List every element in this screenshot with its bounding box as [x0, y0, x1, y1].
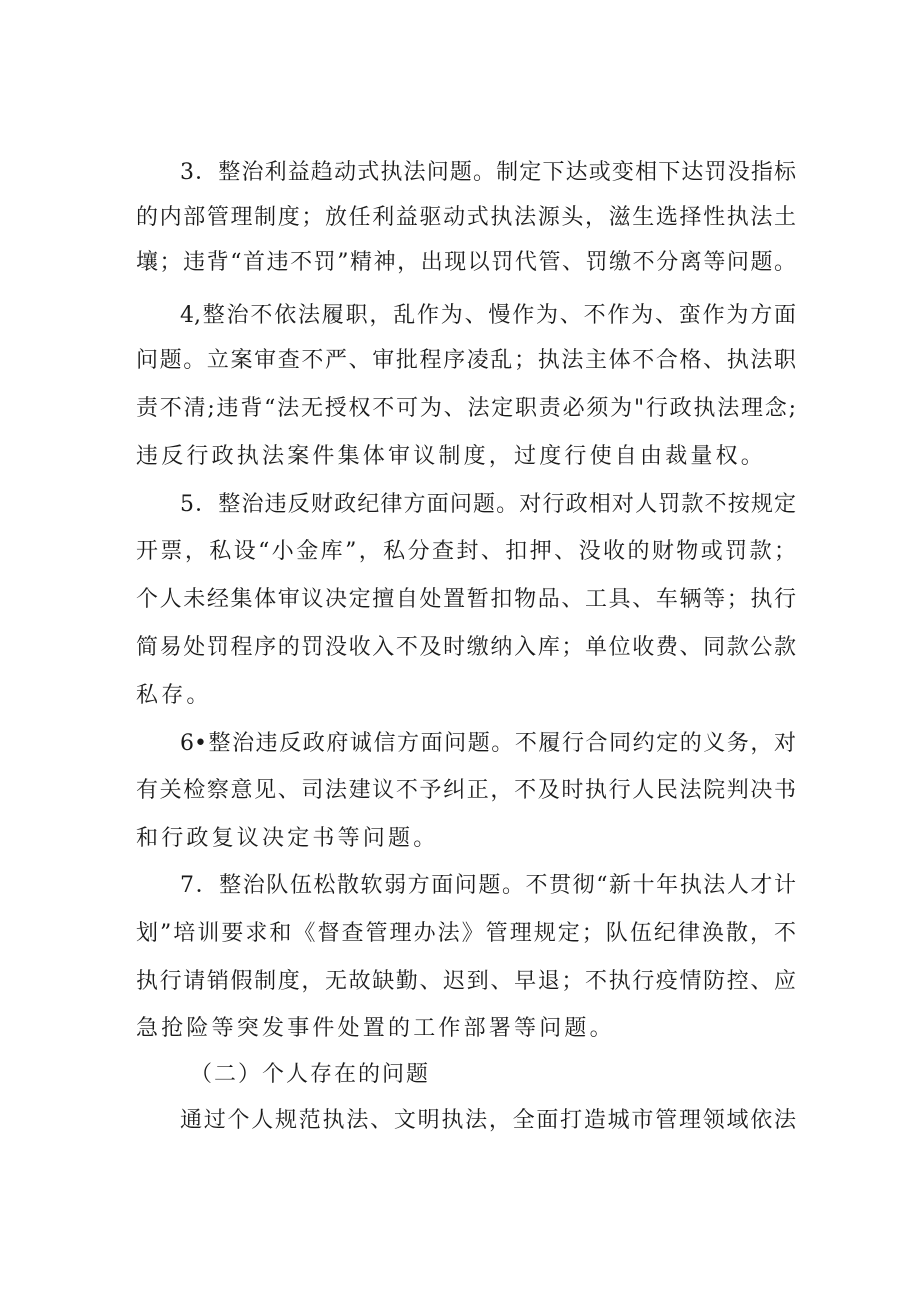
text-line: 6•整治违反政府诚信方面问题。不履行合同约定的义务，对: [180, 731, 796, 756]
text-line: 7．整治队伍松散软弱方面问题。不贯彻“新十年执法人才计: [180, 873, 796, 898]
text-line: 划”培训要求和《督查管理办法》管理规定；队伍纪律涣散，不: [136, 921, 796, 946]
text-line: 有关检察意见、司法建议不予纠正，不及时执行人民法院判决书: [136, 778, 796, 803]
text-line: 问题。立案审查不严、审批程序凌乱；执法主体不合格、执法职: [136, 348, 796, 373]
text-line: 壤；违背“首违不罚”精神，出现以罚代管、罚缴不分离等问题。: [136, 250, 796, 275]
text-line: 执行请销假制度，无故缺勤、迟到、早退；不执行疫情防控、应: [136, 969, 796, 994]
text-line: 和行政复议决定书等问题。: [136, 826, 439, 851]
text-line: 通过个人规范执法、文明执法，全面打造城市管理领域依法: [180, 1108, 796, 1133]
text-line: 急抢险等突发事件处置的工作部署等问题。: [136, 1016, 615, 1041]
text-line: 4,整治不依法履职，乱作为、慢作为、不作为、蛮作为方面: [180, 303, 796, 328]
text-line: 的内部管理制度；放任利益驱动式执法源头，滋生选择性执法土: [136, 205, 796, 230]
text-line: 个人未经集体审议决定擅自处置暂扣物品、工具、车辆等；执行: [136, 587, 796, 612]
text-line: 简易处罚程序的罚没收入不及时缴纳入库；单位收费、同款公款: [136, 635, 796, 660]
text-line: 违反行政执法案件集体审议制度，过度行使自由裁量权。: [136, 444, 767, 469]
text-line: 3．整治利益趋动式执法问题。制定下达或变相下达罚没指标: [180, 160, 796, 185]
section-heading: （二）个人存在的问题: [190, 1062, 431, 1087]
text-line: 开票，私设“小金库”，私分查封、扣押、没收的财物或罚款；: [136, 539, 796, 564]
text-line: 私存。: [136, 683, 212, 708]
text-line: 5．整治违反财政纪律方面问题。对行政相对人罚款不按规定: [180, 492, 796, 517]
text-line: 责不清;违背“法无授权不可为、法定职责必须为"行政执法理念;: [136, 396, 796, 421]
